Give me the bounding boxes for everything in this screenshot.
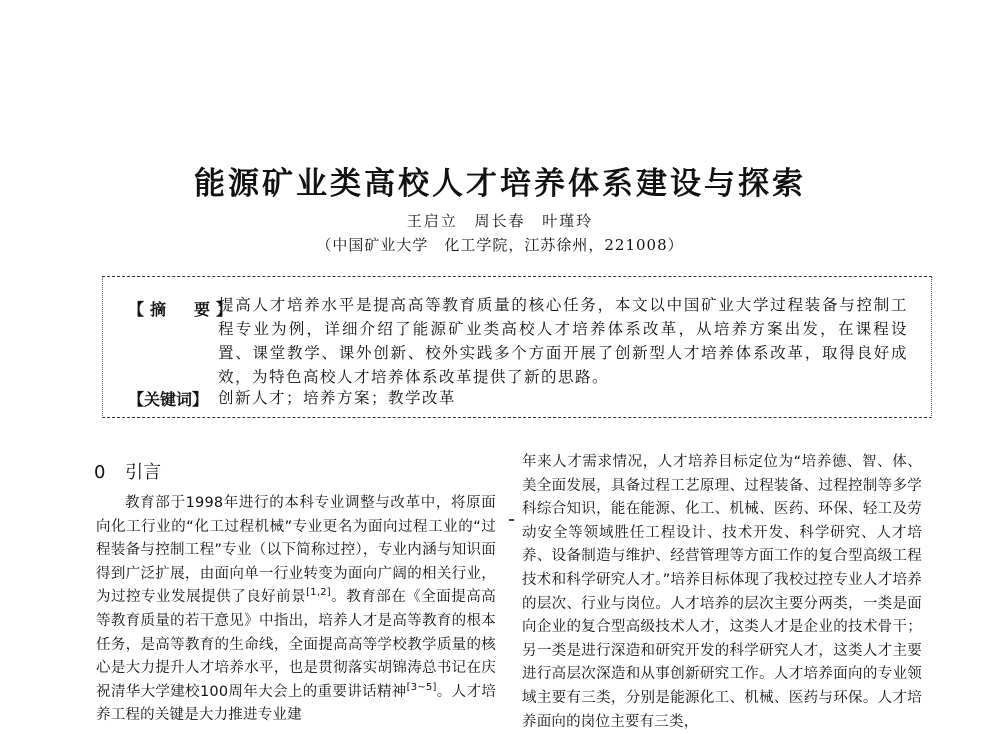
abstract-text: 提高人才培养水平是提高高等教育质量的核心任务，本文以中国矿业大学过程装备与控制工程专业为例，详细介绍了能源矿业类高校人才培养体系改革，从培养方案出发，在课程设置、课堂教学、课外创新、校外实践多个方面开展了创新型人才培养体系改革，取得良好成效，为特色高校人才培养体系改革提供了新的思路。 [218, 296, 908, 386]
body-column-right: 年来人才需求情况，人才培养目标定位为“培养德、智、体、美全面发展，具备过程工艺原理、过程装备、过程控制等多学科综合知识，能在能源、化工、机械、医药、环保、轻工及劳动安全等领域胜任工程设计、技术开发、科学研究、人才培养、设备制造与维护、经营管理等方面工作的复合型高级工程技术和科学研究人才。”培养目标体现了我校过控专业人才培养的层次、行业与岗位。人才培养的层次主要分两类，一类是面向企业的复合型高级技术人才，这类人才是企业的技术骨干；另一类是进行深造和研究开发的科学研究人才，这类人才主要进行高层次深造和从事创新研究工作。人才培养面向的专业领域主要有三类，分别是能源化工、机械、医药与环保。人才培养面向的岗位主要有三类， [522, 454, 922, 730]
citation-3-5: [3~5] [406, 681, 437, 693]
body-left-part3: 。人才培养工程的关键是大力推进专业建 [96, 683, 496, 724]
citation-1-2: [1,2] [306, 587, 331, 599]
body-left-part1: 教育部于1998年进行的本科专业调整与改革中，将原面向化工行业的“化工过程机械”专业更名为面向过程工业的“过程装备与控制工程”专业（以下简称过控），专业内涵与知识面得到广泛扩展，由面向单一行业转变为面向广阔的相关行业，为过控专业发展提供了良好前景 [96, 495, 496, 606]
keywords-text: 创新人才；培养方案；教学改革 [218, 389, 457, 407]
body-column-left [96, 492, 496, 728]
keywords-label: 【关键词】 [128, 390, 209, 409]
body-left-part2: 。教育部在《全面提高高等教育质量的若干意见》中指出，培养人才是高等教育的根本任务，是高等教育的生命线，全面提高高等学校教学质量的核心是大力提升人才培养水平，也是贯彻落实胡锦涛总书记在庆祝清华大学建校100周年大会上的重要讲话精神 [96, 589, 496, 700]
paper-title: 能源矿业类高校人才培养体系建设与探索 [194, 166, 806, 202]
abstract-label: 【摘 要】 [128, 300, 239, 319]
margin-mark [509, 519, 514, 521]
paper-authors: 王启立 周长春 叶瑾玲 [406, 212, 594, 230]
section-heading-introduction: 0 引言 [94, 462, 162, 483]
paper-affiliation: （中国矿业大学 化工学院，江苏徐州，221008） [316, 236, 684, 254]
